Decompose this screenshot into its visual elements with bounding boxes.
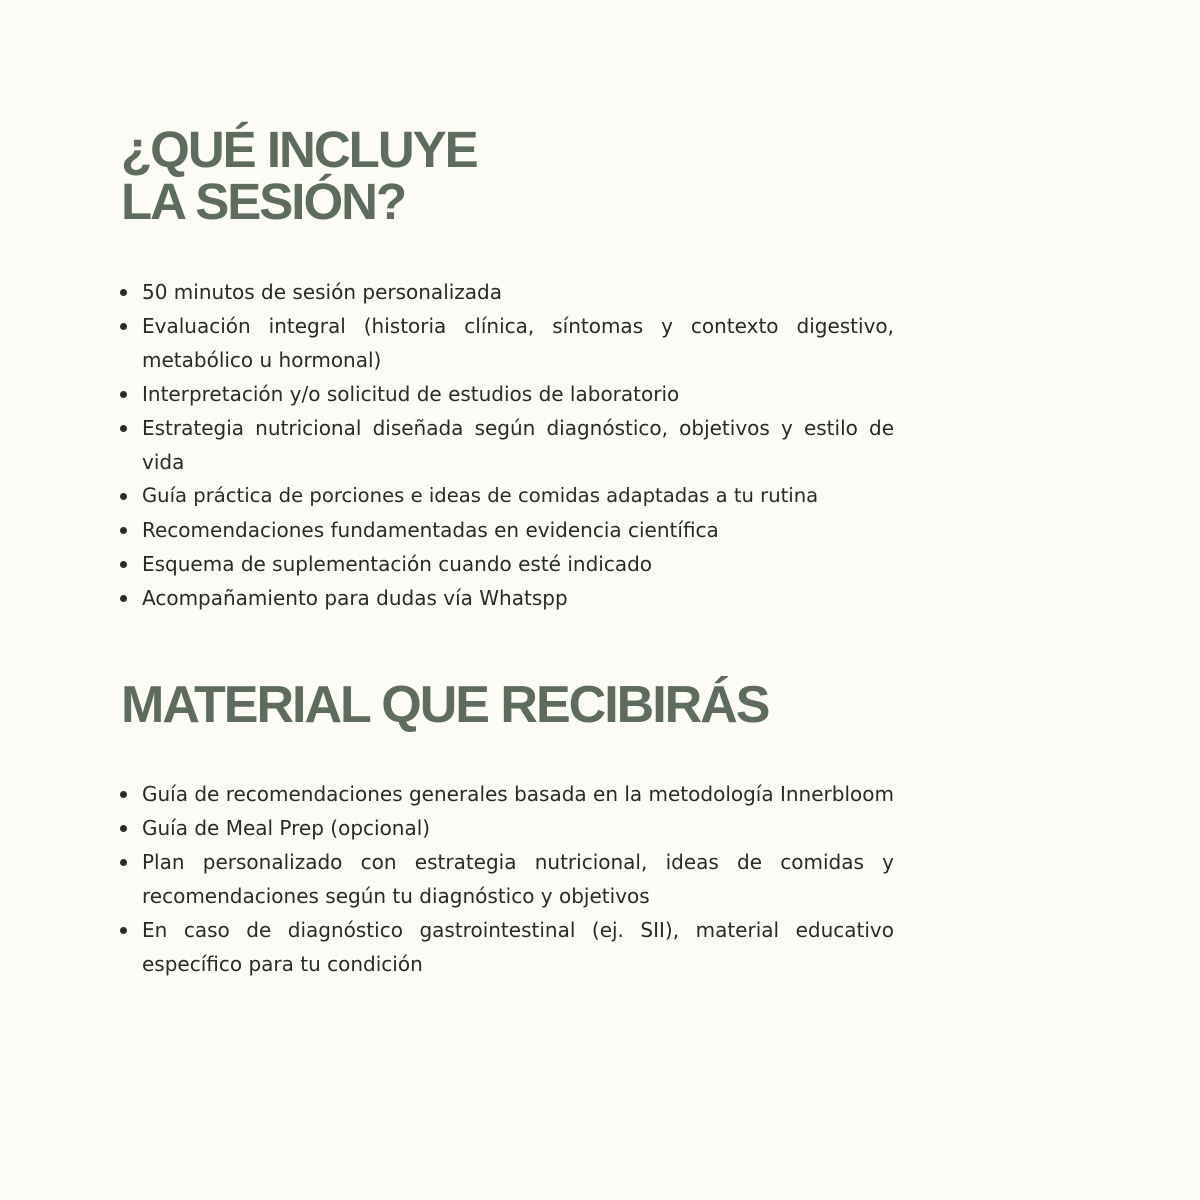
- list-item-text: En caso de diagnóstico gastrointestinal (ej. SII), material educativo específico para tu condición: [142, 918, 894, 976]
- bullet-icon: [120, 859, 127, 866]
- bullet-icon: [120, 391, 127, 398]
- list-item: [142, 547, 894, 581]
- bullet-icon: [120, 493, 127, 500]
- bullet-icon: [120, 527, 127, 534]
- list-item: [142, 411, 894, 479]
- list-item: [142, 513, 894, 547]
- list-item: [142, 377, 894, 411]
- list-item-text: Guía de recomendaciones generales basada en la metodología Innerbloom: [142, 782, 894, 806]
- list-item-text: Guía de Meal Prep (opcional): [142, 816, 431, 840]
- section-includes-title-line-1: ¿QUÉ INCLUYE: [121, 121, 477, 178]
- section-includes-title: [121, 121, 477, 230]
- section-material-title: MATERIAL QUE RECIBIRÁS: [121, 676, 769, 734]
- bullet-icon: [120, 561, 127, 568]
- list-item-text: 50 minutos de sesión personalizada: [142, 280, 503, 304]
- list-item: [142, 777, 894, 811]
- bullet-icon: [120, 323, 127, 330]
- list-item: [142, 581, 894, 615]
- bullet-icon: [120, 825, 127, 832]
- includes-list: [142, 275, 894, 615]
- list-item-text: Recomendaciones fundamentadas en evidencia científica: [142, 518, 719, 542]
- bullet-icon: [120, 927, 127, 934]
- list-item: [142, 913, 894, 981]
- list-item-text: Estrategia nutricional diseñada según diagnóstico, objetivos y estilo de vida: [142, 416, 894, 474]
- bullet-icon: [120, 425, 127, 432]
- list-item: [142, 275, 894, 309]
- list-item: [142, 811, 894, 845]
- list-item: [142, 309, 894, 377]
- list-item: [142, 479, 894, 513]
- bullet-icon: [120, 791, 127, 798]
- list-item-text: Esquema de suplementación cuando esté indicado: [142, 552, 653, 576]
- list-item-text: Plan personalizado con estrategia nutricional, ideas de comidas y recomendaciones según tu diagnóstico y objetivos: [142, 850, 894, 908]
- list-item-text: Guía práctica de porciones e ideas de comidas adaptadas a tu rutina: [142, 484, 819, 507]
- section-includes-title-line-2: LA SESIÓN?: [121, 173, 406, 230]
- list-item-text: Interpretación y/o solicitud de estudios de laboratorio: [142, 382, 680, 406]
- material-list: [142, 777, 894, 981]
- list-item-text: Evaluación integral (historia clínica, síntomas y contexto digestivo, metabólico u hormonal): [142, 314, 894, 372]
- bullet-icon: [120, 289, 127, 296]
- list-item-text: Acompañamiento para dudas vía Whatspp: [142, 586, 568, 610]
- bullet-icon: [120, 595, 127, 602]
- list-item: [142, 845, 894, 913]
